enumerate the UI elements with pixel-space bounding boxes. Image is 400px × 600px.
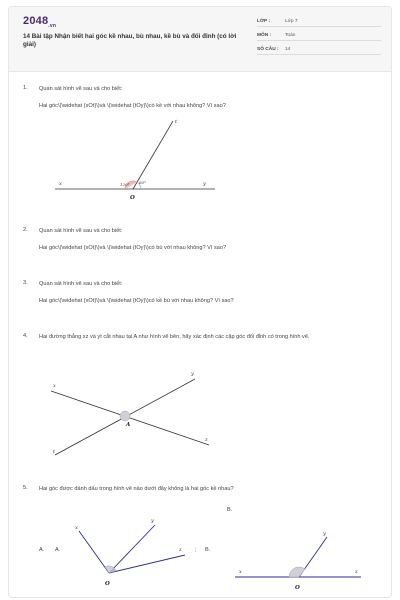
meta-subject-key: MÔN : — [257, 32, 272, 38]
figB-label-y: y — [323, 531, 326, 537]
option-separator: ; — [195, 547, 197, 553]
question-2-prompt: Quan sát hình vẽ sau và cho biết: — [39, 228, 123, 234]
logo-suffix: .vn — [48, 23, 57, 30]
fig1-label-t: t — [175, 119, 178, 125]
figA-label-y: y — [151, 518, 154, 524]
question-3-number: 3. — [23, 280, 28, 286]
question-4-prompt: Hai đường thẳng xz và yt cắt nhau tại A như hình vẽ bên, hãy xác định các cặp góc đối đỉnh có trong hình vẽ. — [39, 334, 310, 340]
fig1-label-o: O — [130, 195, 135, 201]
meta-count-value: 14 — [285, 46, 291, 52]
meta-count-key: SỐ CÂU : — [257, 46, 279, 52]
figB-label-x: x — [239, 569, 242, 575]
question-3-sub: Hai góc\(\widehat {xOt}\)và \(\widehat {tOy}\)có kề bù với nhau không? Vì sao? — [39, 298, 234, 304]
fig4-label-t: t — [53, 449, 56, 455]
fig1-angle-60: 60° — [139, 180, 147, 185]
option-a-prefix[interactable]: A. — [39, 547, 45, 553]
figB-label-z: z — [355, 569, 358, 575]
question-1-prompt: Quan sát hình vẽ sau và cho biết: — [39, 86, 123, 92]
figA-label-x: x — [75, 525, 78, 531]
logo-text: 2048 — [23, 15, 49, 27]
fig4-label-z: z — [205, 437, 208, 443]
question-1-number: 1. — [23, 85, 28, 91]
fig1-label-x: x — [59, 181, 62, 187]
figA-label-o: O — [105, 581, 110, 587]
figA-label-z: z — [179, 547, 182, 553]
option-a-label[interactable]: A. — [55, 547, 61, 553]
question-2-sub: Hai góc\(\widehat {xOt}\)và \(\widehat {tOy}\)có bù với nhau không? Vì sao? — [39, 245, 227, 251]
meta-class-value: Lớp 7 — [285, 18, 298, 24]
question-5-prompt: Hai góc được đánh dấu trong hình vẽ nào dưới đây không là hai góc kề nhau? — [39, 486, 234, 492]
worksheet-title: 14 Bài tập Nhận biết hai góc kề nhau, bù nhau, kề bù và đối đỉnh (có lời giải) — [23, 33, 237, 48]
figB-label-o: O — [295, 585, 300, 591]
question-3-prompt: Quan sát hình vẽ sau và cho biết: — [39, 281, 123, 287]
figure-option-b — [9, 7, 392, 598]
question-4-number: 4. — [23, 333, 28, 339]
fig4-label-x: x — [53, 383, 56, 389]
worksheet-page — [8, 6, 392, 598]
question-1-sub: Hai góc\(\widehat {xOt}\)và \(\widehat {tOy}\)có kề với nhau không? Vì sao? — [39, 103, 226, 109]
option-b-top-label: B. — [227, 507, 233, 513]
meta-subject-value: Toán — [285, 32, 296, 38]
fig1-angle-120: 120° — [120, 182, 130, 187]
meta-class-key: LỚP : — [257, 18, 271, 24]
option-b-label[interactable]: B. — [205, 547, 211, 553]
figB-angle-mark — [289, 567, 305, 577]
fig4-label-a: A — [126, 422, 131, 428]
fig1-label-y: y — [203, 181, 206, 187]
fig4-label-y: y — [191, 371, 194, 377]
question-2-number: 2. — [23, 227, 28, 233]
question-5-number: 5. — [23, 485, 28, 491]
